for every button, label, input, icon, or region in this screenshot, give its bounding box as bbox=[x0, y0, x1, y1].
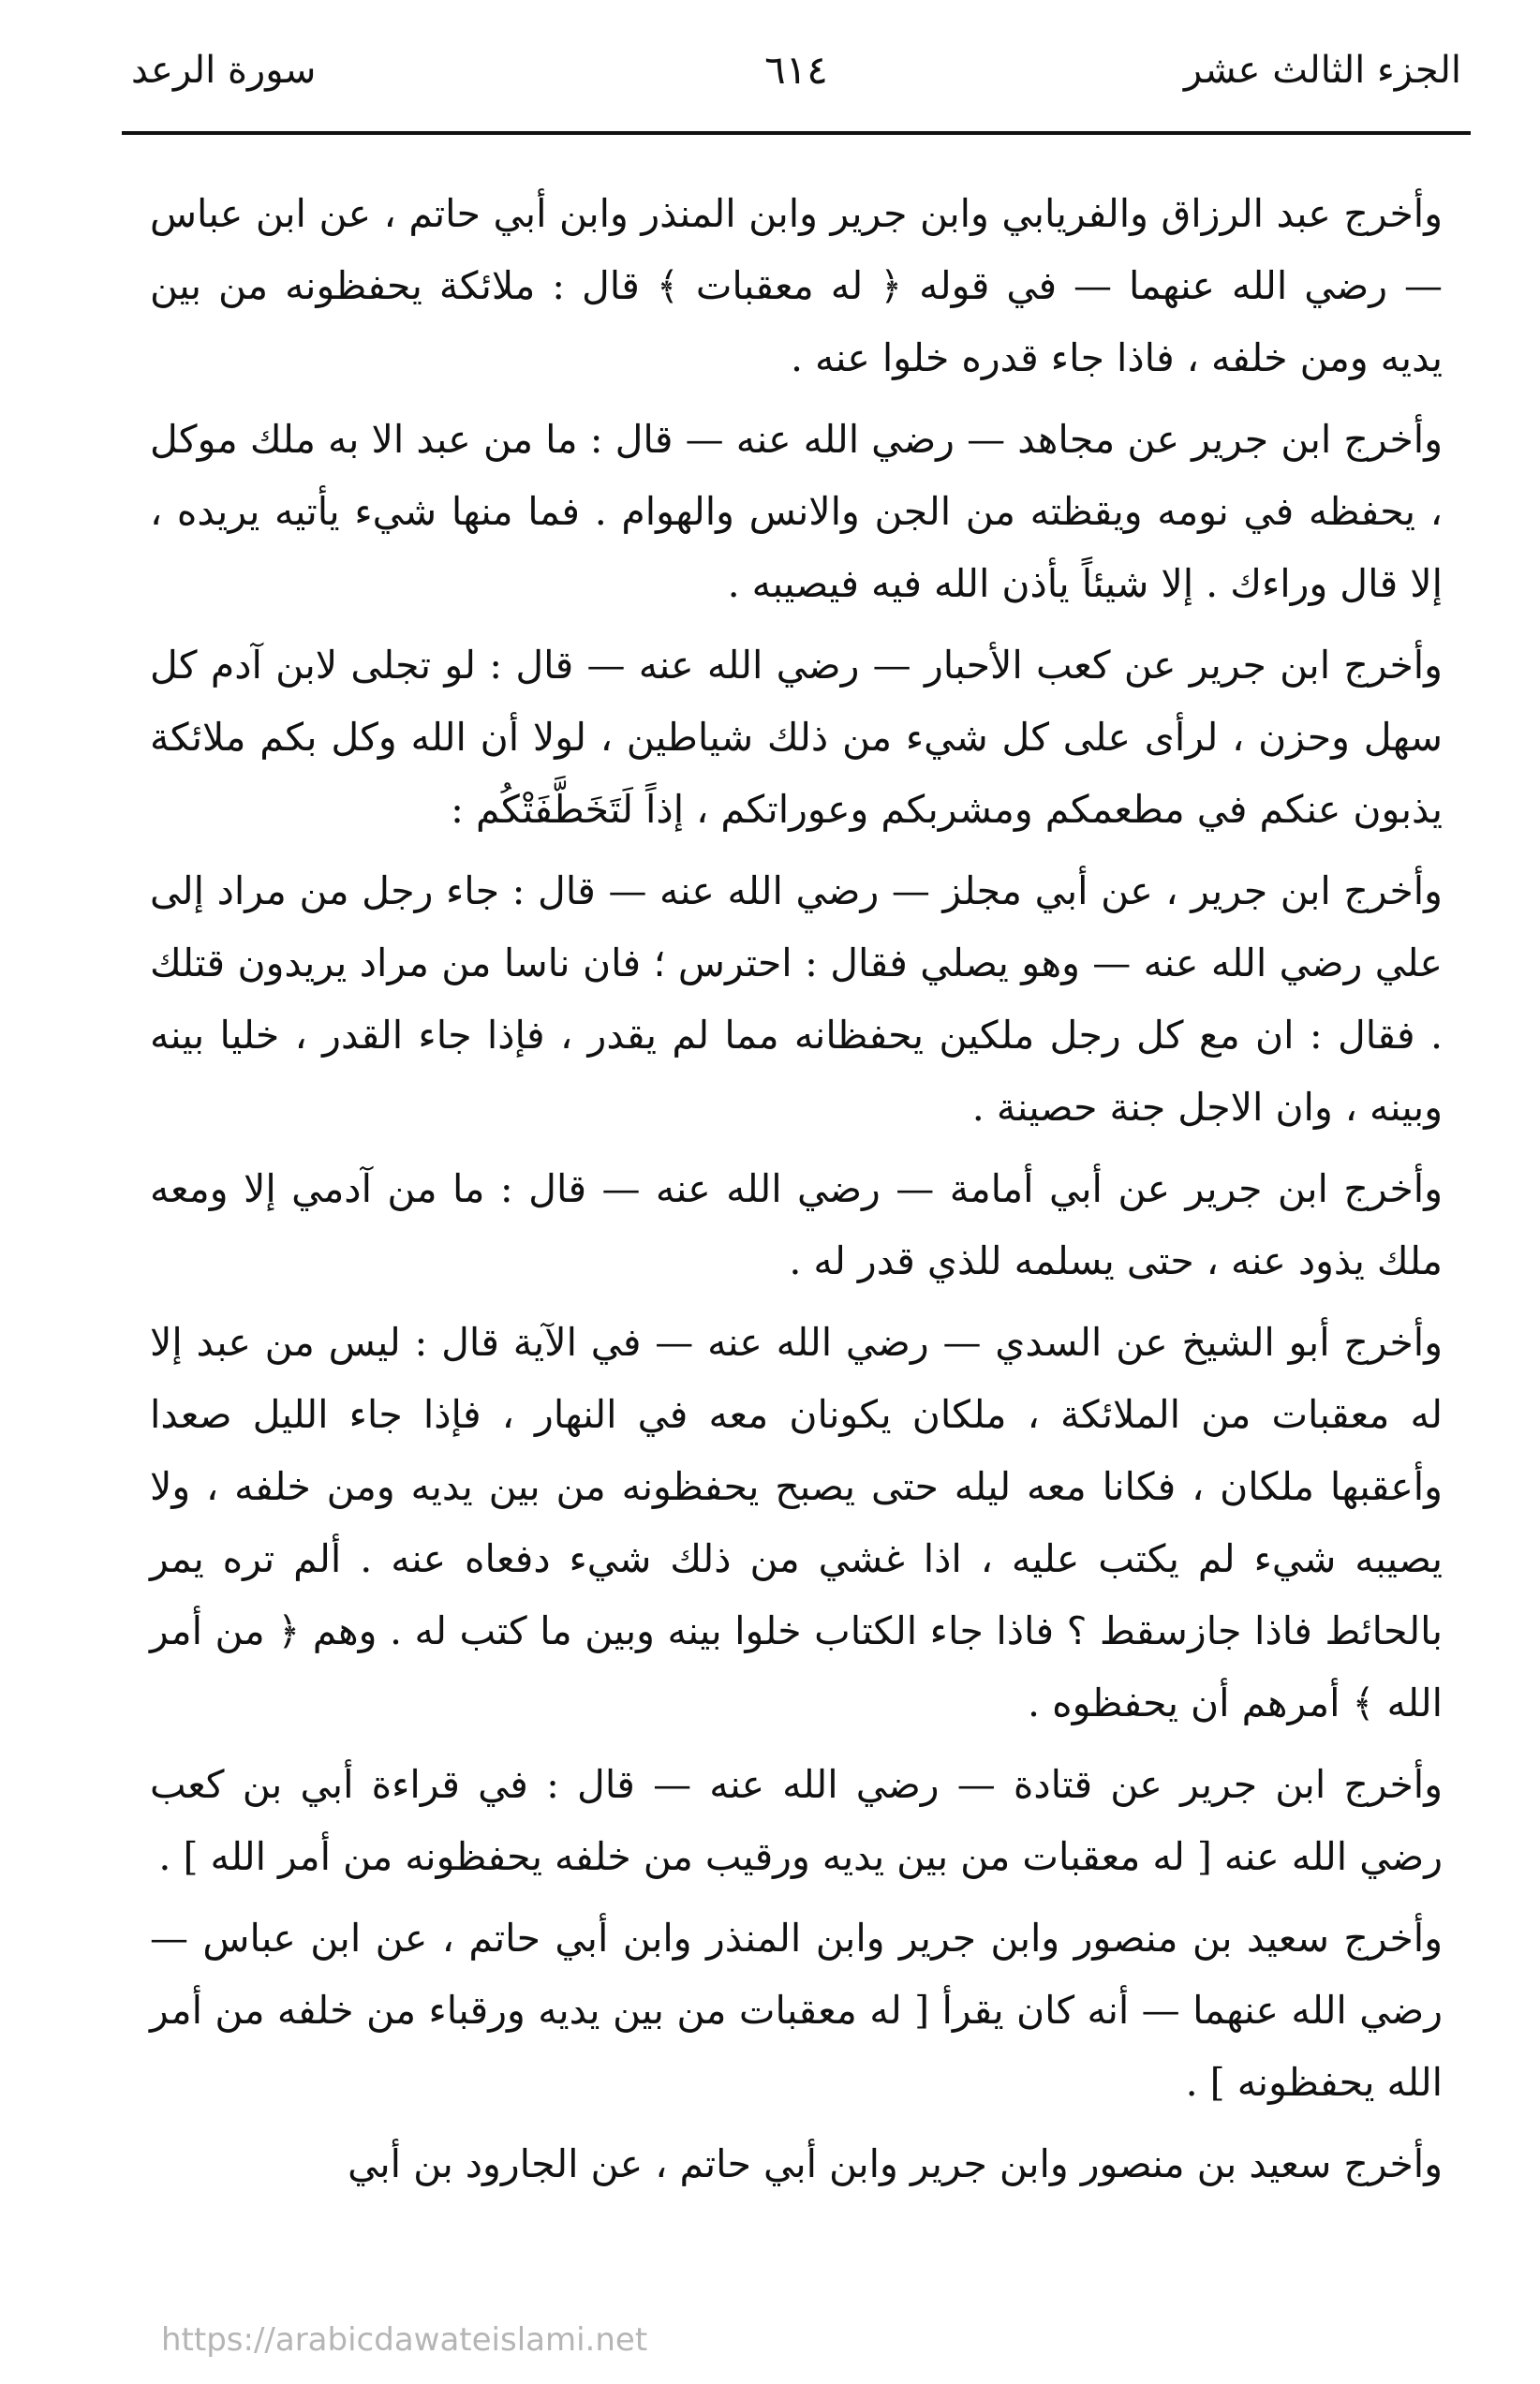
watermark-url: https://arabicdawateislami.net bbox=[161, 2321, 648, 2359]
page-body bbox=[150, 178, 1443, 2210]
paragraph: وأخرج ابن جرير ، عن أبي مجلز — رضي الله عنه — قال : جاء رجل من مراد إلى علي رضي الله عنه — وهو يصلي فقال : احترس ؛ فان ناسا من مراد يريدون قتلك . فقال : ان مع كل رجل ملكين يحفظانه مما لم يقدر ، فإذا جاء القدر ، خليا بينه وبينه ، وان الاجل جنة حصينة . bbox=[150, 868, 1443, 1130]
paragraph: وأخرج عبد الرزاق والفريابي وابن جرير وابن المنذر وابن أبي حاتم ، عن ابن عباس — رضي الله عنهما — في قوله ﴿ له معقبات ﴾ قال : ملائكة يحفظونه من بين يديه ومن خلفه ، فاذا جاء قدره خلوا عنه . bbox=[150, 191, 1443, 380]
paragraph: وأخرج سعيد بن منصور وابن جرير وابن المنذر وابن أبي حاتم ، عن ابن عباس — رضي الله عنهما — أنه كان يقرأ [ له معقبات من بين يديه ورقباء من خلفه من أمر الله يحفظونه ] . bbox=[150, 1916, 1443, 2105]
paragraph: وأخرج سعيد بن منصور وابن جرير وابن أبي حاتم ، عن الجارود بن أبي bbox=[348, 2141, 1443, 2186]
juz-label: الجزء الثالث عشر bbox=[1183, 49, 1461, 92]
paragraph: وأخرج ابن جرير عن أبي أمامة — رضي الله عنه — قال : ما من آدمي إلا ومعه ملك يذود عنه ، حتى يسلمه للذي قدر له . bbox=[150, 1166, 1443, 1283]
paragraph: وأخرج أبو الشيخ عن السدي — رضي الله عنه — في الآية قال : ليس من عبد إلا له معقبات من الملائكة ، ملكان يكونان معه في النهار ، فإذا جاء الليل صعدا وأعقبها ملكان ، فكانا معه ليله حتى يصبح يحفظونه من بين يديه ومن خلفه ، ولا يصيبه شيء لم يكتب عليه ، اذا غشي من ذلك شيء دفعاه عنه . ألم تره يمر بالحائط فاذا جازسقط ؟ فاذا جاء الكتاب خلوا بينه وبين ما كتب له . وهم ﴿ من أمر الله ﴾ أمرهم أن يحفظوه . bbox=[150, 1320, 1443, 1725]
paragraph: وأخرج ابن جرير عن كعب الأحبار — رضي الله عنه — قال : لو تجلى لابن آدم كل سهل وحزن ، لرأى على كل شيء من ذلك شياطين ، لولا أن الله وكل بكم ملائكة يذبون عنكم في مطعمكم ومشربكم وعوراتكم ، إذاً لَتَخَطَّفَتْكُم : bbox=[150, 643, 1443, 832]
surah-label: سورة الرعد bbox=[131, 49, 317, 92]
page-header bbox=[131, 37, 1461, 103]
header-divider bbox=[122, 131, 1471, 135]
page-number: ٦١٤ bbox=[764, 47, 828, 93]
paragraph: وأخرج ابن جرير عن مجاهد — رضي الله عنه — قال : ما من عبد الا به ملك موكل ، يحفظه في نومه ويقظته من الجن والانس والهوام . فما منها شيء يأتيه يريده ، إلا قال وراءك . إلا شيئاً يأذن الله فيه فيصيبه . bbox=[150, 417, 1443, 606]
paragraph: وأخرج ابن جرير عن قتادة — رضي الله عنه — قال : في قراءة أبي بن كعب رضي الله عنه [ له معقبات من بين يديه ورقيب من خلفه يحفظونه من أمر الله ] . bbox=[150, 1762, 1443, 1879]
